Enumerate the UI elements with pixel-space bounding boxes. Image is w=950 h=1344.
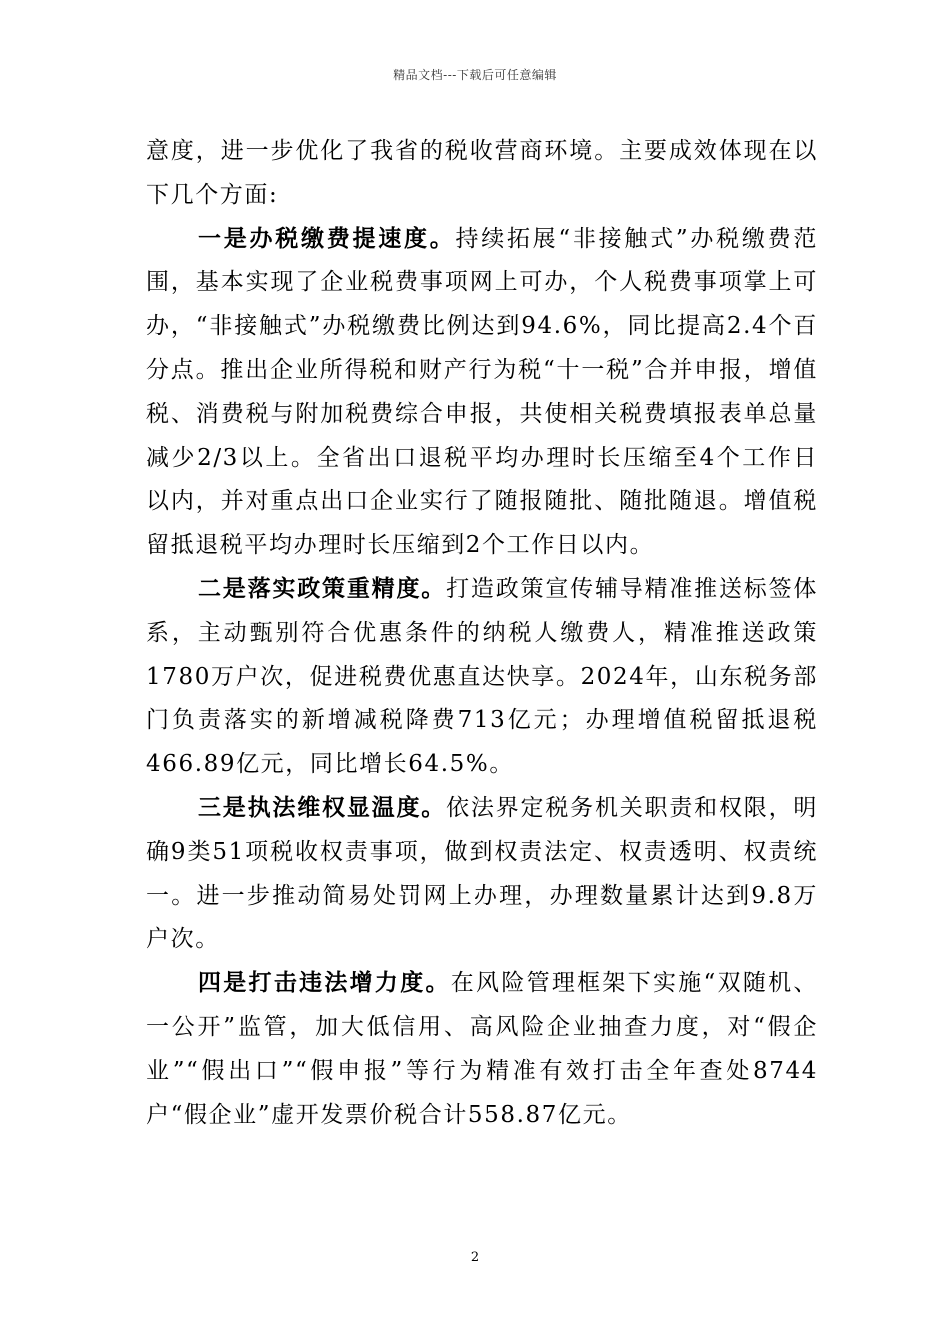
- paragraph-three-text: 依法界定税务机关职责和权限，明确9类51项税收权责事项，做到权责法定、权责透明、权责统一。进一步推动简易处罚网上办理，办理数量累计达到9.8万户次。: [146, 794, 819, 953]
- paragraph-one-heading: 一是办税缴费提速度。: [198, 225, 456, 252]
- paragraph-two: [146, 568, 818, 787]
- page-header: 精品文档---下载后可任意编辑: [393, 68, 557, 82]
- paragraph-intro: [146, 130, 818, 218]
- page-number: 2: [470, 1250, 480, 1265]
- document-body: [146, 130, 818, 1137]
- paragraph-four: [146, 962, 818, 1137]
- paragraph-one-text: 持续拓展“非接触式”办税缴费范围，基本实现了企业税费事项网上可办，个人税费事项掌上可办，“非接触式”办税缴费比例达到94.6%，同比提高2.4个百分点。推出企业所得税和财产行为税“十一税”合并申报，增值税、消费税与附加税费综合申报，共使相关税费填报表单总量减少2/3以上。全省出口退税平均办理时长压缩至4个工作日以内，并对重点出口企业实行了随报随批、随批随退。增值税留抵退税平均办理时长压缩到2个工作日以内。: [146, 225, 818, 559]
- paragraph-three-heading: 三是执法维权显温度。: [198, 794, 447, 821]
- paragraph-intro-text: 意度，进一步优化了我省的税收营商环境。主要成效体现在以下几个方面:: [146, 138, 818, 208]
- paragraph-two-heading: 二是落实政策重精度。: [198, 575, 447, 602]
- paragraph-one: [146, 218, 818, 568]
- paragraph-two-text: 打造政策宣传辅导精准推送标签体系，主动甄别符合优惠条件的纳税人缴费人，精准推送政策1780万户次，促进税费优惠直达快享。2024年，山东税务部门负责落实的新增减税降费713亿元；办理增值税留抵退税466.89亿元，同比增长64.5%。: [146, 575, 819, 778]
- paragraph-four-heading: 四是打击违法增力度。: [198, 970, 451, 997]
- paragraph-four-text: 在风险管理框架下实施“双随机、一公开”监管，加大低信用、高风险企业抽查力度，对“假企业”“假出口”“假申报”等行为精准有效打击全年查处8744户“假企业”虚开发票价税合计558.87亿元。: [146, 970, 818, 1128]
- paragraph-three: [146, 787, 818, 962]
